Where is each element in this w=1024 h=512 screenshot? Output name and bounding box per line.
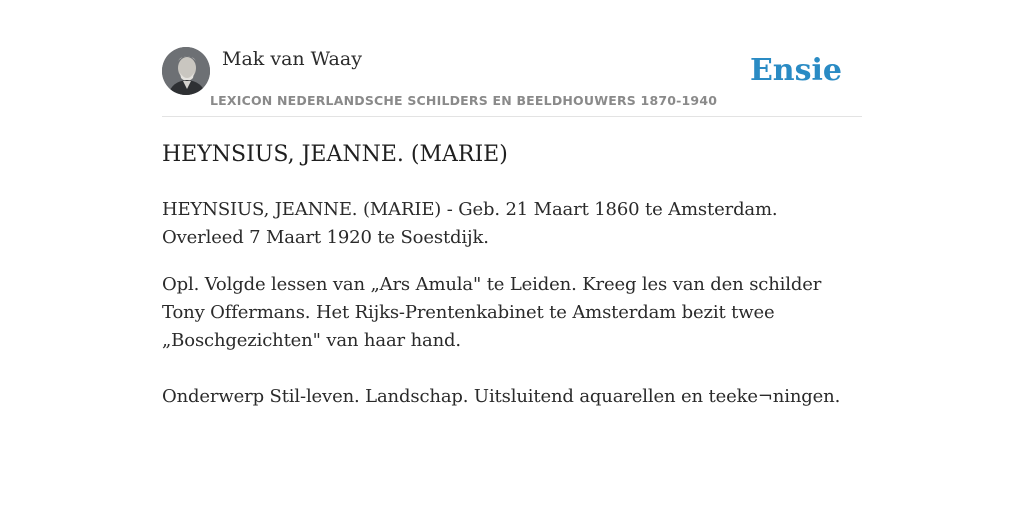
article-paragraph: Opl. Volgde lessen van „Ars Amula" te Leiden. Kreeg les van den schilder Tony Offermans. Het Rijks-Prentenkabinet te Amsterdam bezit twee „Boschgezichten" van haar hand. bbox=[162, 274, 822, 351]
ensie-logo[interactable]: Ensie bbox=[749, 53, 842, 88]
portrait-icon bbox=[162, 47, 210, 95]
article-paragraph: HEYNSIUS, JEANNE. (MARIE) - Geb. 21 Maart 1860 te Amsterdam. Overleed 7 Maart 1920 te Soestdijk. bbox=[162, 199, 778, 248]
article-title: HEYNSIUS, JEANNE. (MARIE) bbox=[162, 142, 508, 167]
author-name[interactable]: Mak van Waay bbox=[222, 48, 362, 70]
article-body bbox=[162, 139, 862, 430]
author-avatar[interactable] bbox=[162, 47, 210, 95]
article-paragraph: Onderwerp Stil-leven. Landschap. Uitsluitend aquarellen en teeke¬ningen. bbox=[162, 386, 841, 407]
article-header bbox=[162, 46, 862, 117]
lexicon-title[interactable]: LEXICON NEDERLANDSCHE SCHILDERS EN BEELDHOUWERS 1870-1940 bbox=[210, 93, 718, 108]
